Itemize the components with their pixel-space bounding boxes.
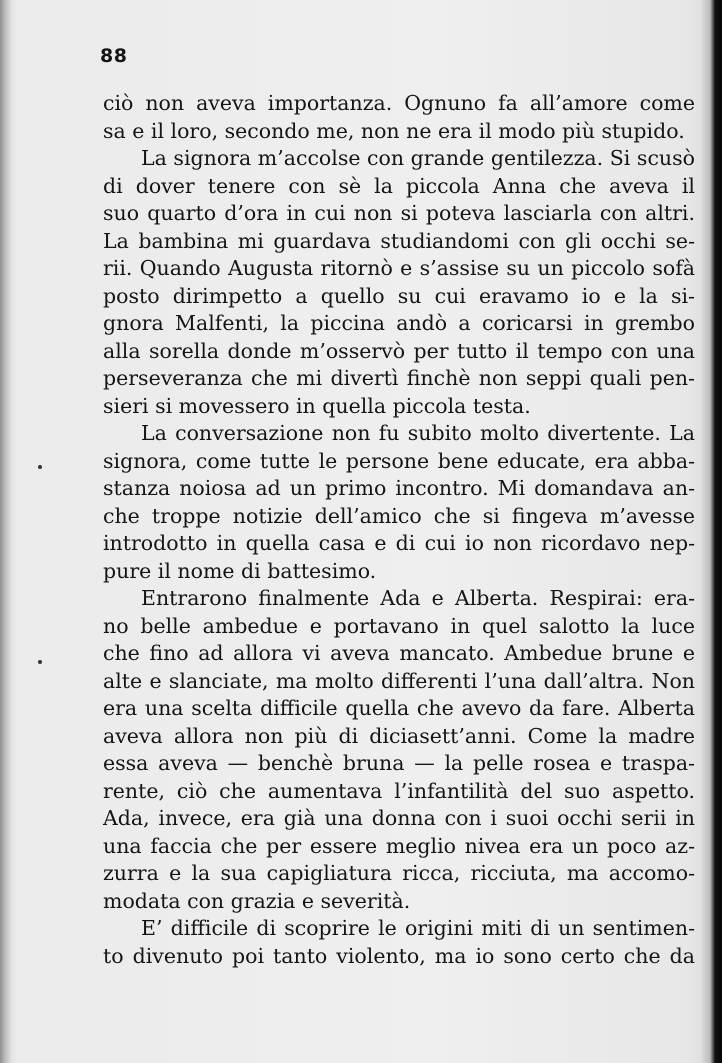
text-line: no belle ambedue e portavano in quel salotto la luce bbox=[103, 613, 695, 638]
body-text bbox=[103, 90, 695, 970]
text-line: che troppe notizie dell’amico che si fingeva m’avesse bbox=[103, 503, 695, 528]
text-line: essa aveva — benchè bruna — la pelle rosea e traspa- bbox=[103, 751, 695, 775]
text-line: posto dirimpetto a quello su cui eravamo io e la si- bbox=[103, 283, 695, 308]
text-line: rii. Quando Augusta ritornò e s’assise su un piccolo sofà bbox=[103, 256, 695, 280]
text-line: sieri si movessero in quella piccola testa. bbox=[103, 393, 531, 418]
text-line: alte e slanciate, ma molto differenti l’una dall’altra. Non bbox=[103, 668, 695, 693]
text-line: to divenuto poi tanto violento, ma io sono certo che da bbox=[103, 943, 695, 968]
text-line: E’ difficile di scoprire le origini miti di un sentimen- bbox=[141, 916, 695, 940]
text-line: rente, ciò che aumentava l’infantilità del suo aspetto. bbox=[103, 778, 695, 803]
page-right-edge bbox=[700, 0, 722, 1063]
text-line: perseveranza che mi divertì finchè non seppi quali pen- bbox=[103, 366, 695, 390]
text-line: suo quarto d’ora in cui non si poteva lasciarla con altri. bbox=[103, 201, 695, 225]
text-line: La bambina mi guardava studiandomi con gli occhi se- bbox=[103, 228, 695, 253]
text-line: zurra e la sua capigliatura ricca, ricciuta, ma accomo- bbox=[103, 861, 695, 885]
text-line: alla sorella donde m’osservò per tutto il tempo con una bbox=[103, 338, 695, 363]
text-line: che fino ad allora vi aveva mancato. Ambedue brune e bbox=[103, 641, 695, 665]
text-line: aveva allora non più di diciasett’anni. Come la madre bbox=[103, 723, 695, 748]
text-line: La conversazione non fu subito molto divertente. La bbox=[141, 421, 695, 445]
text-line: una faccia che per essere meglio nivea era un poco az- bbox=[103, 833, 695, 858]
text-line: gnora Malfenti, la piccina andò a coricarsi in grembo bbox=[103, 311, 695, 335]
page-number: 88 bbox=[100, 45, 128, 67]
text-line: La signora m’accolse con grande gentilezza. Si scusò bbox=[141, 146, 695, 170]
margin-mark bbox=[38, 660, 42, 664]
text-line: introdotto in quella casa e di cui io non ricordavo nep- bbox=[103, 531, 695, 555]
page-gutter-shadow bbox=[0, 0, 12, 1063]
text-line: Entrarono finalmente Ada e Alberta. Respirai: era- bbox=[141, 586, 695, 610]
text-line: era una scelta difficile quella che avevo da fare. Alberta bbox=[103, 696, 695, 720]
text-line: signora, come tutte le persone bene educate, era abba- bbox=[103, 448, 695, 473]
text-line: ciò non aveva importanza. Ognuno fa all’amore come bbox=[103, 91, 695, 115]
text-line: Ada, invece, era già una donna con i suoi occhi serii in bbox=[103, 806, 695, 830]
text-line: pure il nome di battesimo. bbox=[103, 558, 377, 583]
text-line: modata con grazia e severità. bbox=[103, 888, 411, 913]
margin-mark bbox=[38, 465, 42, 469]
text-line: sa e il loro, secondo me, non ne era il modo più stupido. bbox=[103, 118, 685, 143]
text-line: di dover tenere con sè la piccola Anna che aveva il bbox=[103, 173, 695, 198]
text-line: stanza noiosa ad un primo incontro. Mi domandava an- bbox=[103, 476, 695, 500]
